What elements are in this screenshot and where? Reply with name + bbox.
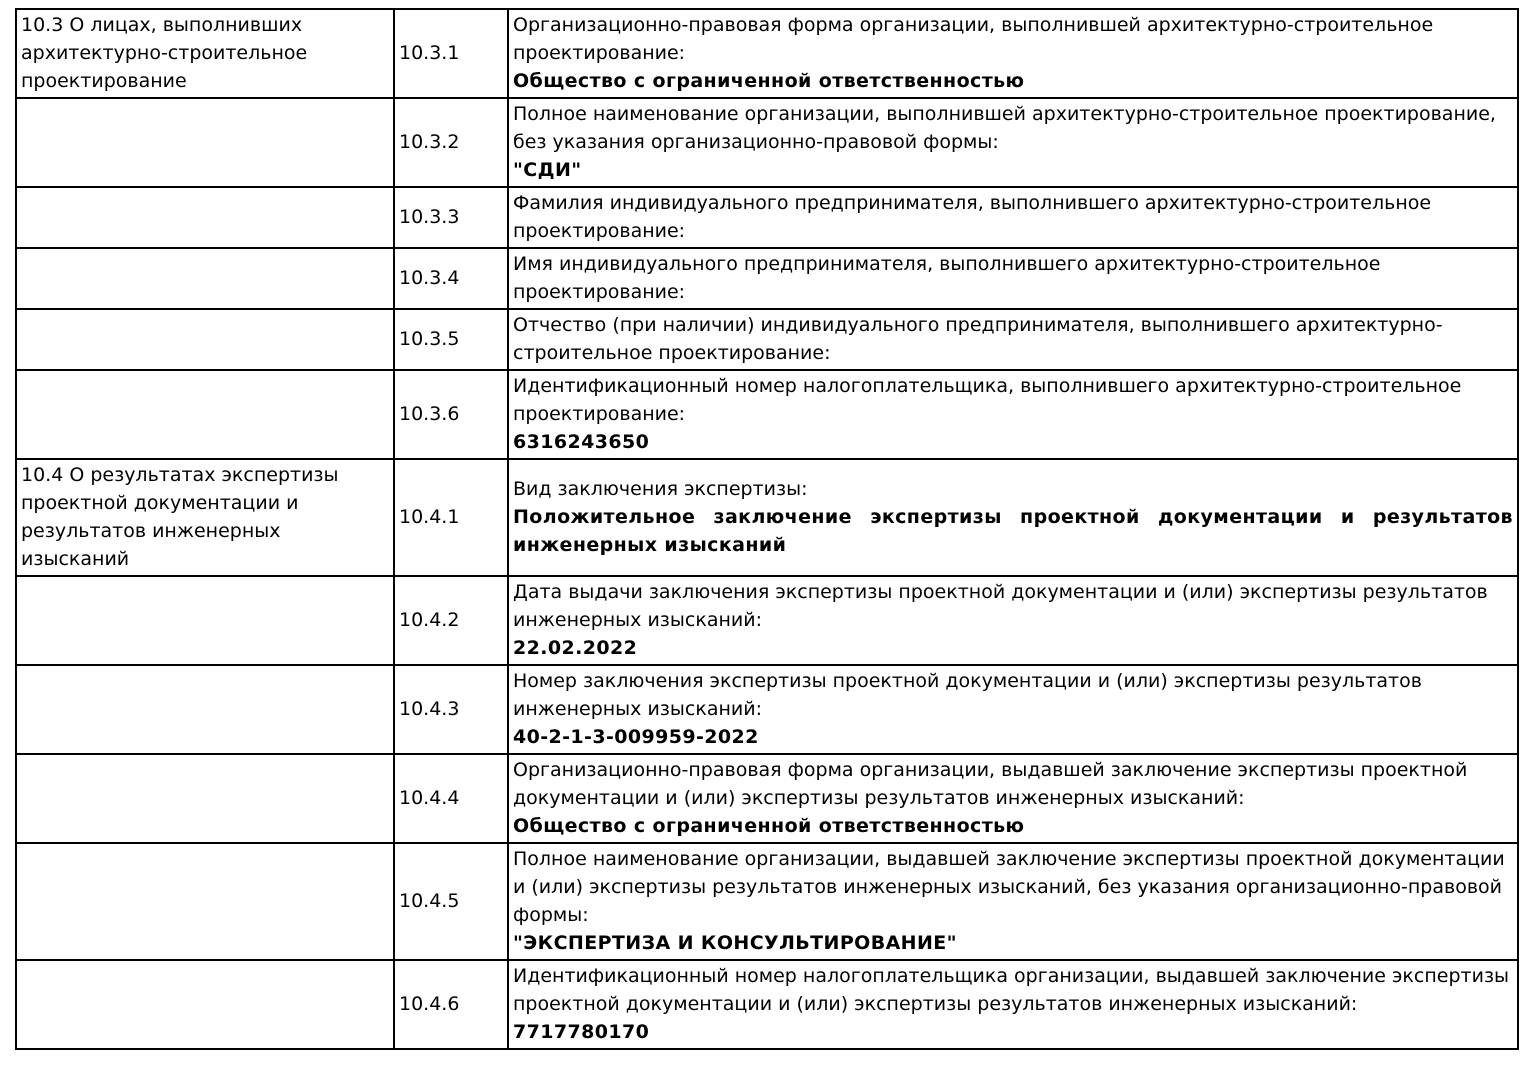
field-label: Отчество (при наличии) индивидуального предпринимателя, выполнившего архитектурно-строительное проектирование: [513, 314, 1443, 364]
table-row [16, 665, 1518, 754]
section-title-cell [16, 9, 394, 98]
field-label: Фамилия индивидуального предпринимателя, выполнившего архитектурно-строительное проектирование: [513, 192, 1432, 242]
content-cell [508, 248, 1518, 309]
section-title: 10.3 О лицах, выполнивших архитектурно-строительное проектирование [21, 14, 308, 92]
item-number: 10.4.6 [399, 993, 460, 1015]
section-title-cell [16, 843, 394, 960]
content-cell [508, 98, 1518, 187]
item-number-cell [394, 843, 508, 960]
section-title-cell [16, 309, 394, 370]
content-cell [508, 9, 1518, 98]
item-number-cell [394, 9, 508, 98]
field-label: Организационно-правовая форма организации, выдавшей заключение экспертизы проектной документации и (или) экспертизы результатов инженерных изысканий: [513, 759, 1468, 809]
item-number: 10.3.4 [399, 267, 460, 289]
section-title-cell [16, 754, 394, 843]
field-label: Организационно-правовая форма организации, выполнившей архитектурно-строительное проектирование: [513, 14, 1434, 64]
table-row [16, 187, 1518, 248]
section-title-cell [16, 459, 394, 576]
field-value: 22.02.2022 [513, 637, 638, 659]
content-cell [508, 960, 1518, 1049]
section-title-cell [16, 248, 394, 309]
table-row [16, 843, 1518, 960]
section-title-cell [16, 665, 394, 754]
item-number: 10.3.2 [399, 131, 460, 153]
table-row [16, 370, 1518, 459]
table-row [16, 248, 1518, 309]
table-row [16, 9, 1518, 98]
item-number-cell [394, 98, 508, 187]
item-number-cell [394, 248, 508, 309]
section-title-cell [16, 187, 394, 248]
section-title-cell [16, 960, 394, 1049]
item-number-cell [394, 370, 508, 459]
table-row [16, 309, 1518, 370]
content-cell [508, 309, 1518, 370]
field-value: "СДИ" [513, 159, 582, 181]
item-number-cell [394, 459, 508, 576]
item-number: 10.4.1 [399, 506, 460, 528]
section-title-cell [16, 576, 394, 665]
item-number: 10.3.1 [399, 42, 460, 64]
item-number: 10.3.5 [399, 328, 460, 350]
content-cell [508, 370, 1518, 459]
item-number-cell [394, 665, 508, 754]
item-number-cell [394, 309, 508, 370]
item-number-cell [394, 576, 508, 665]
table-row [16, 98, 1518, 187]
field-label: Имя индивидуального предпринимателя, выполнившего архитектурно-строительное проектирование: [513, 253, 1381, 303]
field-value: 6316243650 [513, 431, 650, 453]
item-number-cell [394, 754, 508, 843]
item-number: 10.3.6 [399, 403, 460, 425]
table-body [16, 9, 1518, 1049]
field-label: Идентификационный номер налогоплательщика организации, выдавшей заключение экспертизы проектной документации и (или) экспертизы результатов инженерных изысканий: [513, 965, 1510, 1015]
item-number: 10.4.5 [399, 890, 460, 912]
field-value: Общество с ограниченной ответственностью [513, 70, 1025, 92]
item-number: 10.3.3 [399, 206, 460, 228]
content-cell [508, 754, 1518, 843]
field-value: "ЭКСПЕРТИЗА И КОНСУЛЬТИРОВАНИЕ" [513, 932, 957, 954]
field-value: 7717780170 [513, 1021, 650, 1043]
item-number-cell [394, 960, 508, 1049]
table-row [16, 576, 1518, 665]
field-label: Полное наименование организации, выдавшей заключение экспертизы проектной документации и (или) экспертизы результатов инженерных изысканий, без указания организационно-правовой формы: [513, 848, 1505, 926]
field-value: Положительное заключение экспертизы проектной документации и результатов инженерных изысканий [513, 506, 1513, 556]
table-row [16, 459, 1518, 576]
section-title: 10.4 О результатах экспертизы проектной документации и результатов инженерных изысканий [21, 464, 339, 570]
content-cell [508, 187, 1518, 248]
item-number: 10.4.2 [399, 609, 460, 631]
content-cell [508, 459, 1518, 576]
item-number-cell [394, 187, 508, 248]
item-number: 10.4.4 [399, 787, 460, 809]
item-number: 10.4.3 [399, 698, 460, 720]
field-label: Идентификационный номер налогоплательщика, выполнившего архитектурно-строительное проектирование: [513, 375, 1462, 425]
content-cell [508, 665, 1518, 754]
section-title-cell [16, 370, 394, 459]
field-value: 40-2-1-3-009959-2022 [513, 726, 759, 748]
field-label: Полное наименование организации, выполнившей архитектурно-строительное проектирование, без указания организационно-правовой формы: [513, 103, 1496, 153]
field-label: Вид заключения экспертизы: [513, 478, 808, 500]
project-declaration-table [15, 8, 1519, 1050]
table-row [16, 754, 1518, 843]
field-label: Дата выдачи заключения экспертизы проектной документации и (или) экспертизы результатов инженерных изысканий: [513, 581, 1488, 631]
section-title-cell [16, 98, 394, 187]
table-row [16, 960, 1518, 1049]
content-cell [508, 843, 1518, 960]
field-value: Общество с ограниченной ответственностью [513, 815, 1025, 837]
field-label: Номер заключения экспертизы проектной документации и (или) экспертизы результатов инженерных изысканий: [513, 670, 1422, 720]
content-cell [508, 576, 1518, 665]
